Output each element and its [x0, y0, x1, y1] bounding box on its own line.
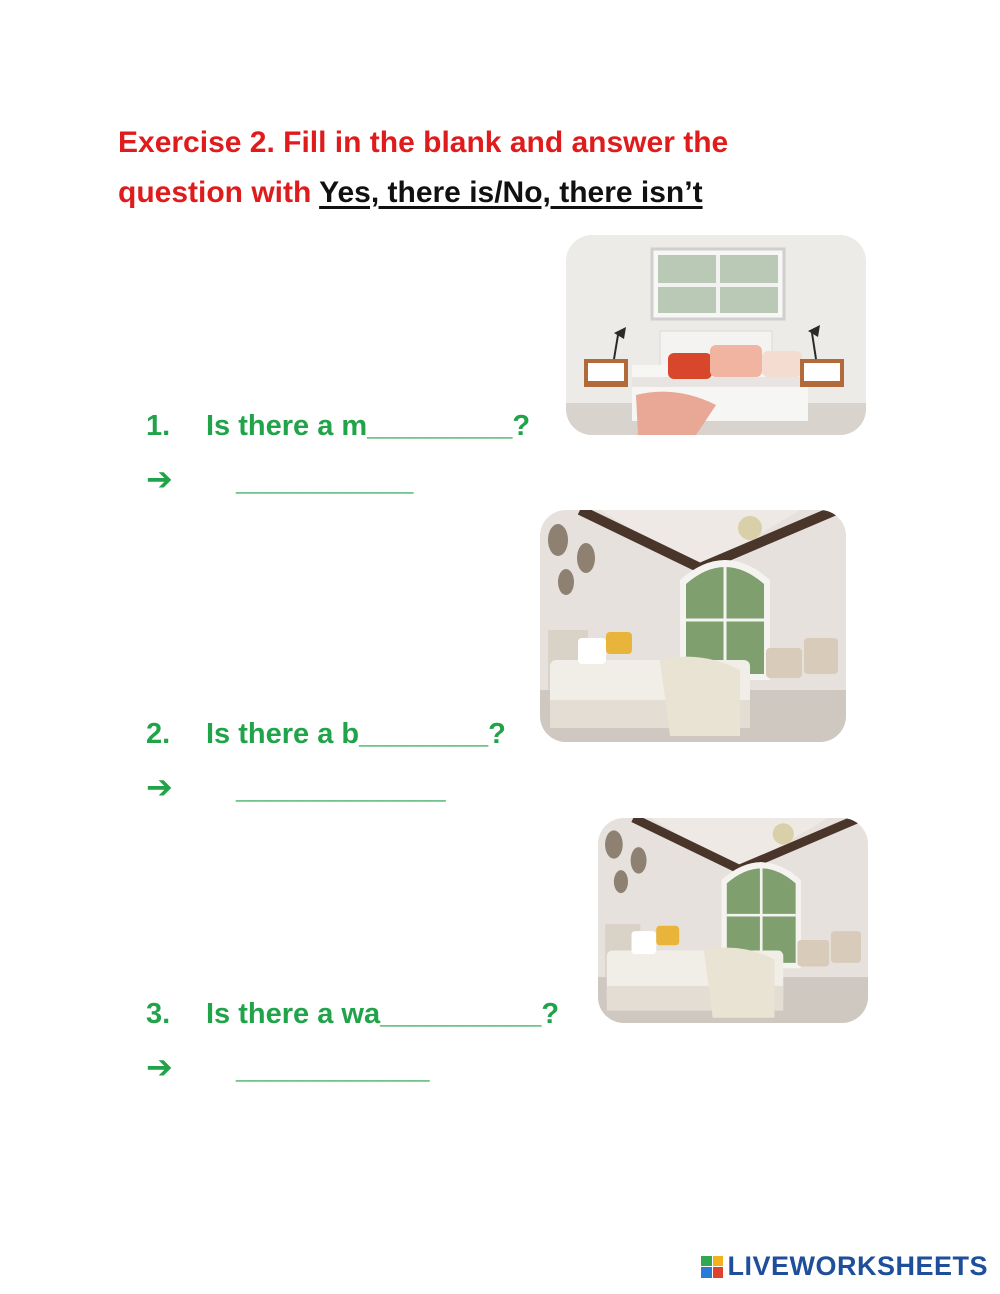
arrow-icon: ➔	[146, 769, 173, 805]
question-1-text[interactable]: Is there a m_________?	[206, 410, 531, 442]
question-3-text[interactable]: Is there a wa__________?	[206, 998, 560, 1030]
title-underlined-phrase: Yes, there is/No, there isn’t	[319, 176, 703, 209]
liveworksheets-icon	[701, 1256, 723, 1278]
question-3	[146, 998, 559, 1031]
question-3-number: 3.	[146, 998, 171, 1030]
answer-1	[146, 460, 413, 498]
answer-2	[146, 768, 446, 806]
question-2	[146, 718, 506, 751]
question-1	[146, 410, 530, 443]
arrow-icon: ➔	[146, 1049, 173, 1085]
bedroom-photo-3	[598, 818, 868, 1023]
title-line-2	[118, 168, 838, 218]
answer-1-blank[interactable]: ___________	[236, 465, 414, 497]
title-line-1: Exercise 2. Fill in the blank and answer the	[118, 126, 729, 159]
question-1-number: 1.	[146, 410, 171, 442]
liveworksheets-wordmark: LIVEWORKSHEETS	[727, 1251, 988, 1281]
arrow-icon: ➔	[146, 461, 173, 497]
bedroom-photo-1	[566, 235, 866, 435]
liveworksheets-logo	[701, 1251, 988, 1282]
question-2-number: 2.	[146, 718, 171, 750]
title-prefix: question with	[118, 176, 320, 209]
bedroom-photo-2	[540, 510, 846, 742]
answer-3-blank[interactable]: ____________	[236, 1053, 430, 1085]
exercise-title	[118, 118, 838, 218]
answer-3	[146, 1048, 430, 1086]
question-2-text[interactable]: Is there a b________?	[206, 718, 506, 750]
answer-2-blank[interactable]: _____________	[236, 773, 446, 805]
